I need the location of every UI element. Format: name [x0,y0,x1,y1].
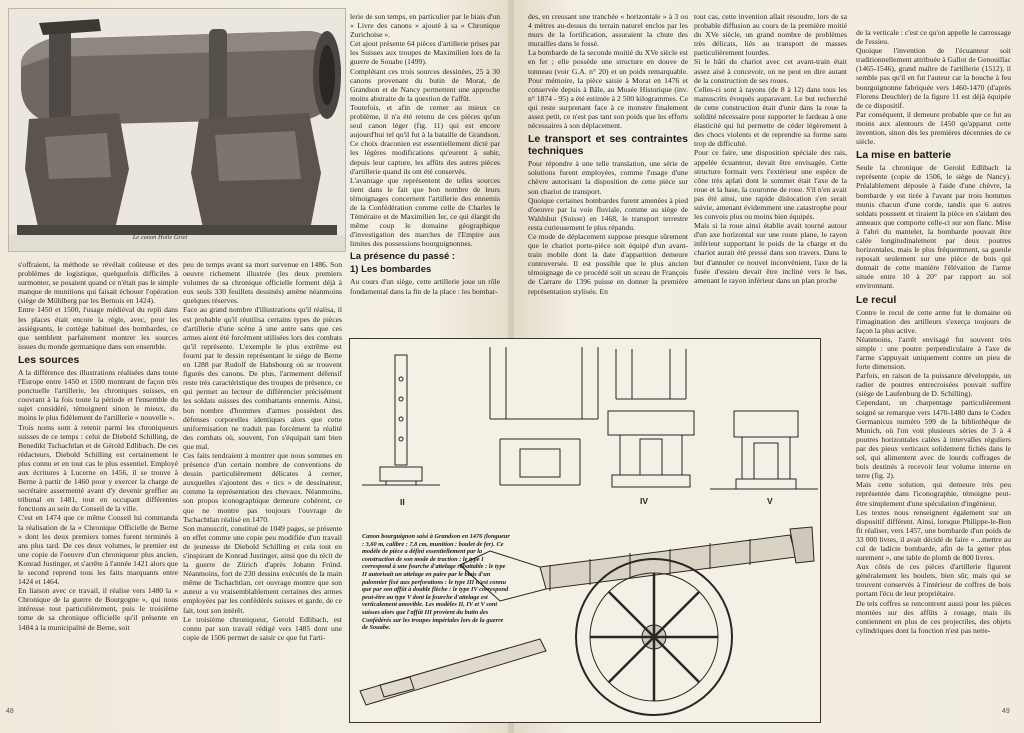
section-heading-transport: Le transport et ses contraintes techniques [528,133,688,158]
text-column-4 [528,12,688,334]
paragraph: Aux côtés de ces pièces d'artillerie figurent généralement les boulets, bien sûr, mais qui se trouvent conservés à l'intérieur de coffres de bois portant l'écu de leur propriétaire. [856,562,1011,599]
paragraph: Néanmoins, l'arrêt envisagé fut souvent très simple : une poutre perpendiculaire à l'axe de l'arme s'appuyait uniquement contre un pieu de forte dimension. [856,334,1011,372]
paragraph: Pour répondre à une telle translation, une série de solutions furent employées, comme l'usage d'une chèvre autorisant la disposition de cette pièce sur son chariot de transport. [528,159,688,196]
paragraph: Contre le recul de cette arme fut le domaine où l'imagination des artilleurs s'exerça toujours de façon la plus active. [856,307,1011,335]
text-column-5 [694,12,847,334]
section-heading-mise-en-batterie: La mise en batterie [856,149,952,162]
paragraph: En liaison avec ce travail, il réalise vers 1480 la « Chronique de la guerre de Bourgogne », qui nous intéresse tout particulièrement, puis le troisième tome de sa chronique officielle qu'il présente en 1484 à la municipalité de Berne, soit [18,586,178,632]
section-heading-bombardes: 1) Les bombardes [350,264,432,276]
text-column-3 [350,12,500,334]
page-number-right: 49 [1002,708,1010,715]
paragraph: Parfois, en raison de la puissance développée, un radier de poutres entrecroisées pouvait suffire (siège de Laufenburg de D. Schilling). [856,371,1011,399]
section-heading-presence: La présence du passé : [350,251,456,263]
paragraph: Face au grand nombre d'illustrations qu'il réalisa, il est probable qu'il réutilisa certains types de pièces d'artillerie d'une scène à une autre sans que ces armes aient été forcément utilisées lors des combats qu'il représente. L'exemple le plus extrême est fourni par le dessin représentant le siège de Berne en 1288 par Rudolf de Habsbourg où se trouvent figurés des canons. De plus, l'armement défensif reste très caractéristique des troupes de présence, ce qui permet au lecteur de différencier précisément les soldats suisses des combattants ennemis. Ainsi, bon nombre d'hommes d'armes possèdent des défenses corporelles identiques alors que cette uniformisation ne traduit pas forcément la réalité des combats où, souvent, l'on s'équipait tant bien que mal. [183,305,342,451]
paragraph: Trois noms sont à retenir parmi les chroniqueurs suisses de ce temps : celui de Diebold Schilling, de Benedikt Tschachtlan et de Gérold Edlibach. De ces rédacteurs, Diebold Schilling est certainement le plus connu et en tout cas le plus essentiel. Employé aux écritures à Lucerne en 1456, il se trouve à Berne à partir de 1460 pour y exercer la charge de secrétaire assermenté avant d'y devenir greffier au tribunal en 1481, tout en occupant différentes fonctions au sein du Conseil de la ville. [18,422,178,514]
paragraph: Cependant, un charpentage particulièrement soigné se remarque vers 1470-1480 dans le Codex Germanicus numéro 599 de la bibliothèque de Munich, où l'on voit plusieurs séries de 3 à 4 poutres horizontales calées à intervalles réguliers par des pieux verticaux solidement fichés dans le sol, qui alimentent avec de lourds coffrages de bois destinés à recevoir leur volume interne en terre (fig. 2). [856,398,1011,481]
technical-drawing-figure [349,338,821,723]
paragraph: Ce mode de déplacement suppose presque sûrement que le chariot porte-pièce soit équipé d'un avant-train mobile dont la date d'apparition demeure controversée. Il est possible que le plus ancien témoignage de ce procédé soit un sceau de François de Carrare de 1396 puisse en donner la première représentation stylisée. En [528,231,688,296]
page-number-left: 48 [6,708,14,715]
carriage-drawings-icon [350,339,820,722]
figure-label: IV [640,496,649,506]
cannon-illustration-icon [9,9,345,251]
paragraph: Pour ce faire, une disposition spéciale des rais, appelée écuanteur, devait être envisagée. Cette structure formait vers l'extérieur une espèce de cône très aplati dont le sommet était l'axe de la roue et la base, la couronne de roue. S'il n'en avait pas été ainsi, une rapide dislocation s'en serait suivie, amenant évidemment une catastrophe pour les convois plus ou moins bien équipés. [694,148,847,222]
paragraph: Seule la chronique de Gerold Edlibach la représente (copie de 1506, le siège de Nancy). Préalablement déposée à l'aide d'une chèvre, la bombarde y est tirée à l'avant par trois hommes munis chacun d'une corde, tandis que 6 autres soldats poussent et tiraient la pièce en s'aidant des anneaux que comporte celle-ci sur son flanc. Mise à l'abri du mantelet, la bombarde pouvait être calée longitudinalement par deux poutres horizontales, mais le plus fréquemment, sa gueule reposait seulement sur une pièce de bois qui donnait de cette manière l'élévation de l'arme située entre 10 à 20° par rapport au sol environnant. [856,163,1011,291]
paragraph: Mais si la roue ainsi établie avait tourné autour d'un axe horizontal sur une route plane, le rayon inférieur supportant le poids de la charge et du chariot aurait été pressé dans son travers. Dans le but d'annuler ce nouvel inconvénient, l'axe de la fusée d'essieu devait être incliné vers le bas, amenant le rayon inférieur dans un plan proche [694,221,847,285]
paragraph: Quoique certaines bombardes furent amenées à pied d'oeuvre par la voie fluviale, comme au siège de Waldshut (Suisse) en 1468, le transport terrestre resta curieusement le plus répandu. [528,195,688,232]
text-column-2 [183,260,342,705]
text-column-6 [856,28,1011,698]
section-heading-sources: Les sources [18,353,80,366]
figure-label: V [767,496,773,506]
paragraph: Celles-ci sont à rayons (de 8 à 12) dans tous les manuscrits évoqués auparavant. Le but recherché de cette construction était d'unir dans la roue la solidité nécessaire pour supporter le fardeau à une élasticité qui lui permette de céder légèrement à des chocs violents et de reprendre sa forme sans trop de difficulté. [694,84,847,149]
paragraph: des, en creusant une tranchée « horizontale » à 3 ou 4 mètres au-dessus du terrain naturel enclos par les murs de la fortification, assuraient la chute des murailles dans le fossé. [528,12,688,49]
paragraph: s'offraient, la méthode se révélait coûteuse et des problèmes de logistique, quelquefois difficiles à surmonter, se posaient quand ce n'était pas le simple manque de munitions qui faisait échouer l'opération (siège de Mühlberg par les Bernois en 1424). [18,260,178,306]
cannon-photo [8,8,346,252]
paragraph: A la différence des illustrations réalisées dans toute l'Europe entre 1450 et 1500 montrant de façon très ponctuelle l'artillerie, les chroniques suisses, en couvrant à la fois toute la période et l'ensemble du sujet considéré, témoignent sinon le mieux, du moins le plus fidèlement de l'artillerie « nouvelle ». [18,367,178,423]
paragraph: peu de temps avant sa mort survenue en 1486. Son oeuvre richement illustrée (les deux premiers volumes de sa chronique officielle forment déjà à eux seuls 330 feuillets dessinés) amène néanmoins quelques réserves. [183,260,342,306]
paragraph: Entre 1450 et 1500, l'usage médiéval du repli dans les places était encore la règle, avec, pour les assiégeants, le cortège habituel des bombardes, ce que semblent parfaitement montrer les sources issues du monde germanique dans son ensemble. [18,305,178,351]
paragraph: Au cours d'un siège, cette artillerie joue un rôle fondamental dans la fin de la place : les bombar- [350,277,500,296]
paragraph: C'est en 1474 que ce même Conseil lui commanda la réalisation de la « Chronique Officielle de Berne » dont les deux premiers tomes furent terminés à ans plus tard. De ces deux volumes, le premier est une copie de l'oeuvre d'un chroniqueur plus ancien, Konrad Justinger, et s'arrête à l'année 1421 alors que le second reprend tous les faits marquants entre 1424 et 1464. [18,513,178,587]
paragraph: Son manuscrit, constitué de 1049 pages, se présente en effet comme une copie peu modifiée d'un travail de jeunesse de Diebold Schilling et cela tout en s'inspirant de Konrad Justinger, ainsi que du récit de la guerre de Zürich d'après Johann Fründ. Néanmoins, fort de 230 dessins exécutés de la main même de Tschachtlan, cet ouvrage montre que son auteur a vu vraisemblablement certaines des armes employées par les confédérés suisses et garde, de ce fait, tout son intérêt. [183,523,342,615]
paragraph: L'avantage que représentent de telles sources tient dans le fait que bon nombre de leurs témoignages concernent l'artillerie des ennemis de la Confédération comme celle de Charles le Téméraire et de Maximilien Ier, ce qui élargit du même coup le domaine géographique d'investigation des marches de l'Empire aux limites des possessions bourguignonnes. [350,175,500,249]
paragraph: Complétant ces trois sources dessinées, 25 à 30 canons provenant du butin de Morat, de Grandson et de Nancy permettent une approche moins abstraite de la question de l'affût. [350,66,500,103]
paragraph: Ces faits tendraient à montrer que nous sommes en présence d'un certain nombre de conventions de dessin particulièrement délicates à cerner, auxquelles s'ajoutent des « tics » de dessinateur, comme la représentation des chevaux. Néanmoins, son propos iconographique demeure cohérent, ce que ne montre pas toujours l'ouvrage de Tschachtlan réalisé en 1470. [183,450,342,524]
figure-label: II [400,497,405,507]
paragraph: Cet ajout présente 64 pièces d'artillerie prises par les Suisses aux troupes de Maximilien lors de la guerre de Souabe (1499). [350,39,500,67]
paragraph: Les textes nous renseignent également sur un dispositif différent. Ainsi, lorsque Philippe-le-Bon fit réaliser, vers 1457, une bombarde d'un poids de 33 000 livres, il avait décidé de faire « ...mettre au cul de ladicte bombarde, afin de la getter plus surement », une table de plomb de 800 livres. [856,507,1011,563]
text-column-1 [18,260,178,705]
paragraph: Mais cette solution, qui demeure très peu représentée dans l'iconographie, témoigne peut-être simplement d'une spéculation d'ingénieur. [856,480,1011,508]
paragraph: Si le bâti du chariot avec cet avant-train était assez aisé à concevoir, on ne peut en dire autant de la construction de ses roues. [694,57,847,85]
photo-caption: Le canon Holle Griet [132,234,188,241]
paragraph: de la verticale : c'est ce qu'on appelle le carrossage de l'essieu. [856,28,1011,47]
paragraph: tout cas, cette invention allait résoudre, lors de sa probable diffusion au cours de la première moitié du XVe siècle, un grand nombre de problèmes très délicats, liés au transport de masses particulièrement lourdes. [694,12,847,58]
paragraph: Le troisième chroniqueur, Gerold Edlibach, est connu par son travail rédigé vers 1485 dont une copie de 1506 permet de saisir ce que fut l'arti- [183,614,342,642]
paragraph: La bombarde de la seconde moitié du XVe siècle est en fer ; elle possède une structure en douve de tonneau (voir G.A. n° 20) et un poids remarquable. Pour mémoire, la pièce saisie à Morat en 1476 et conservée depuis à Bâle, au Musée Historique (inv. n° 1874 - 95) a été estimée à 2 500 kilogrammes. Ce qui reste surprenant face à ce monstre finalement assez petit, ce n'est pas tant son poids que les efforts nécessaires à son déplacement. [528,48,688,131]
section-heading-recul: Le recul [856,293,897,306]
paragraph: lerie de son temps, en particulier par le biais d'un « Livre des canons » ajouté à sa « Chronique Zurichoise ». [350,12,500,40]
figure-caption: Canon bourguignon saisi à Grandson en 1476 (longueur : 3,60 m, calibre : 7,8 cm, munition : boulet de fer). Ce modèle de pièce a défini essentiellement par la construction de son mode de traction : le type I correspond à une fourche d'attelage rabattable : le type II autorisait un attelage en paire par le biais d'un palonnier fixé aux perforations : le type III n'est connu que par son affût à double flèche : le type IV correspond peut-être au type V dont la fourche d'attelage est verticalement amovible. Les modèles II, IV et V sont suisses alors que l'affût III provient du butin des Confédérés sur les troupes impériales lors de la guerre de Souabe. [362,533,510,632]
paragraph: De tels coffres se rencontrent aussi pour les pièces montées sur des affûts à rouage, mais ils contiennent en plus de ces projectiles, des objets cylindriques dont la fonction n'est pas nette- [856,598,1011,635]
paragraph: Par conséquent, il demeure probable que ce fut au moins aux alentours de 1450 qu'apparut cette invention, sinon dès les premières décennies de ce siècle. [856,109,1011,147]
paragraph: Quoique l'invention de l'écuanteur soit traditionnellement attribuée à Gallot de Genouillac (1465-1546), grand maître de l'artillerie (1512), il semble pas qu'il en fut l'auteur car la bouche à feu bourguignonne fabriquée vers 1460-1470 (d'après Florens Deuchler) de la figure 11 est déjà équipée de ce dispositif. [856,46,1011,110]
paragraph: Toutefois, et afin de cerner au mieux ce problème, il n'a été retenu de ces pièces qu'un seul canon léger (fig. 11) qui est encore aujourd'hui tel qu'il fut à la bataille de Grandson. Ce choix draconien est essentiellement dicté par les légères modifications qu'eurent à subir, depuis leur capture, les affûts des autres pièces d'artillerie quand ils ont été conservés. [350,102,500,176]
